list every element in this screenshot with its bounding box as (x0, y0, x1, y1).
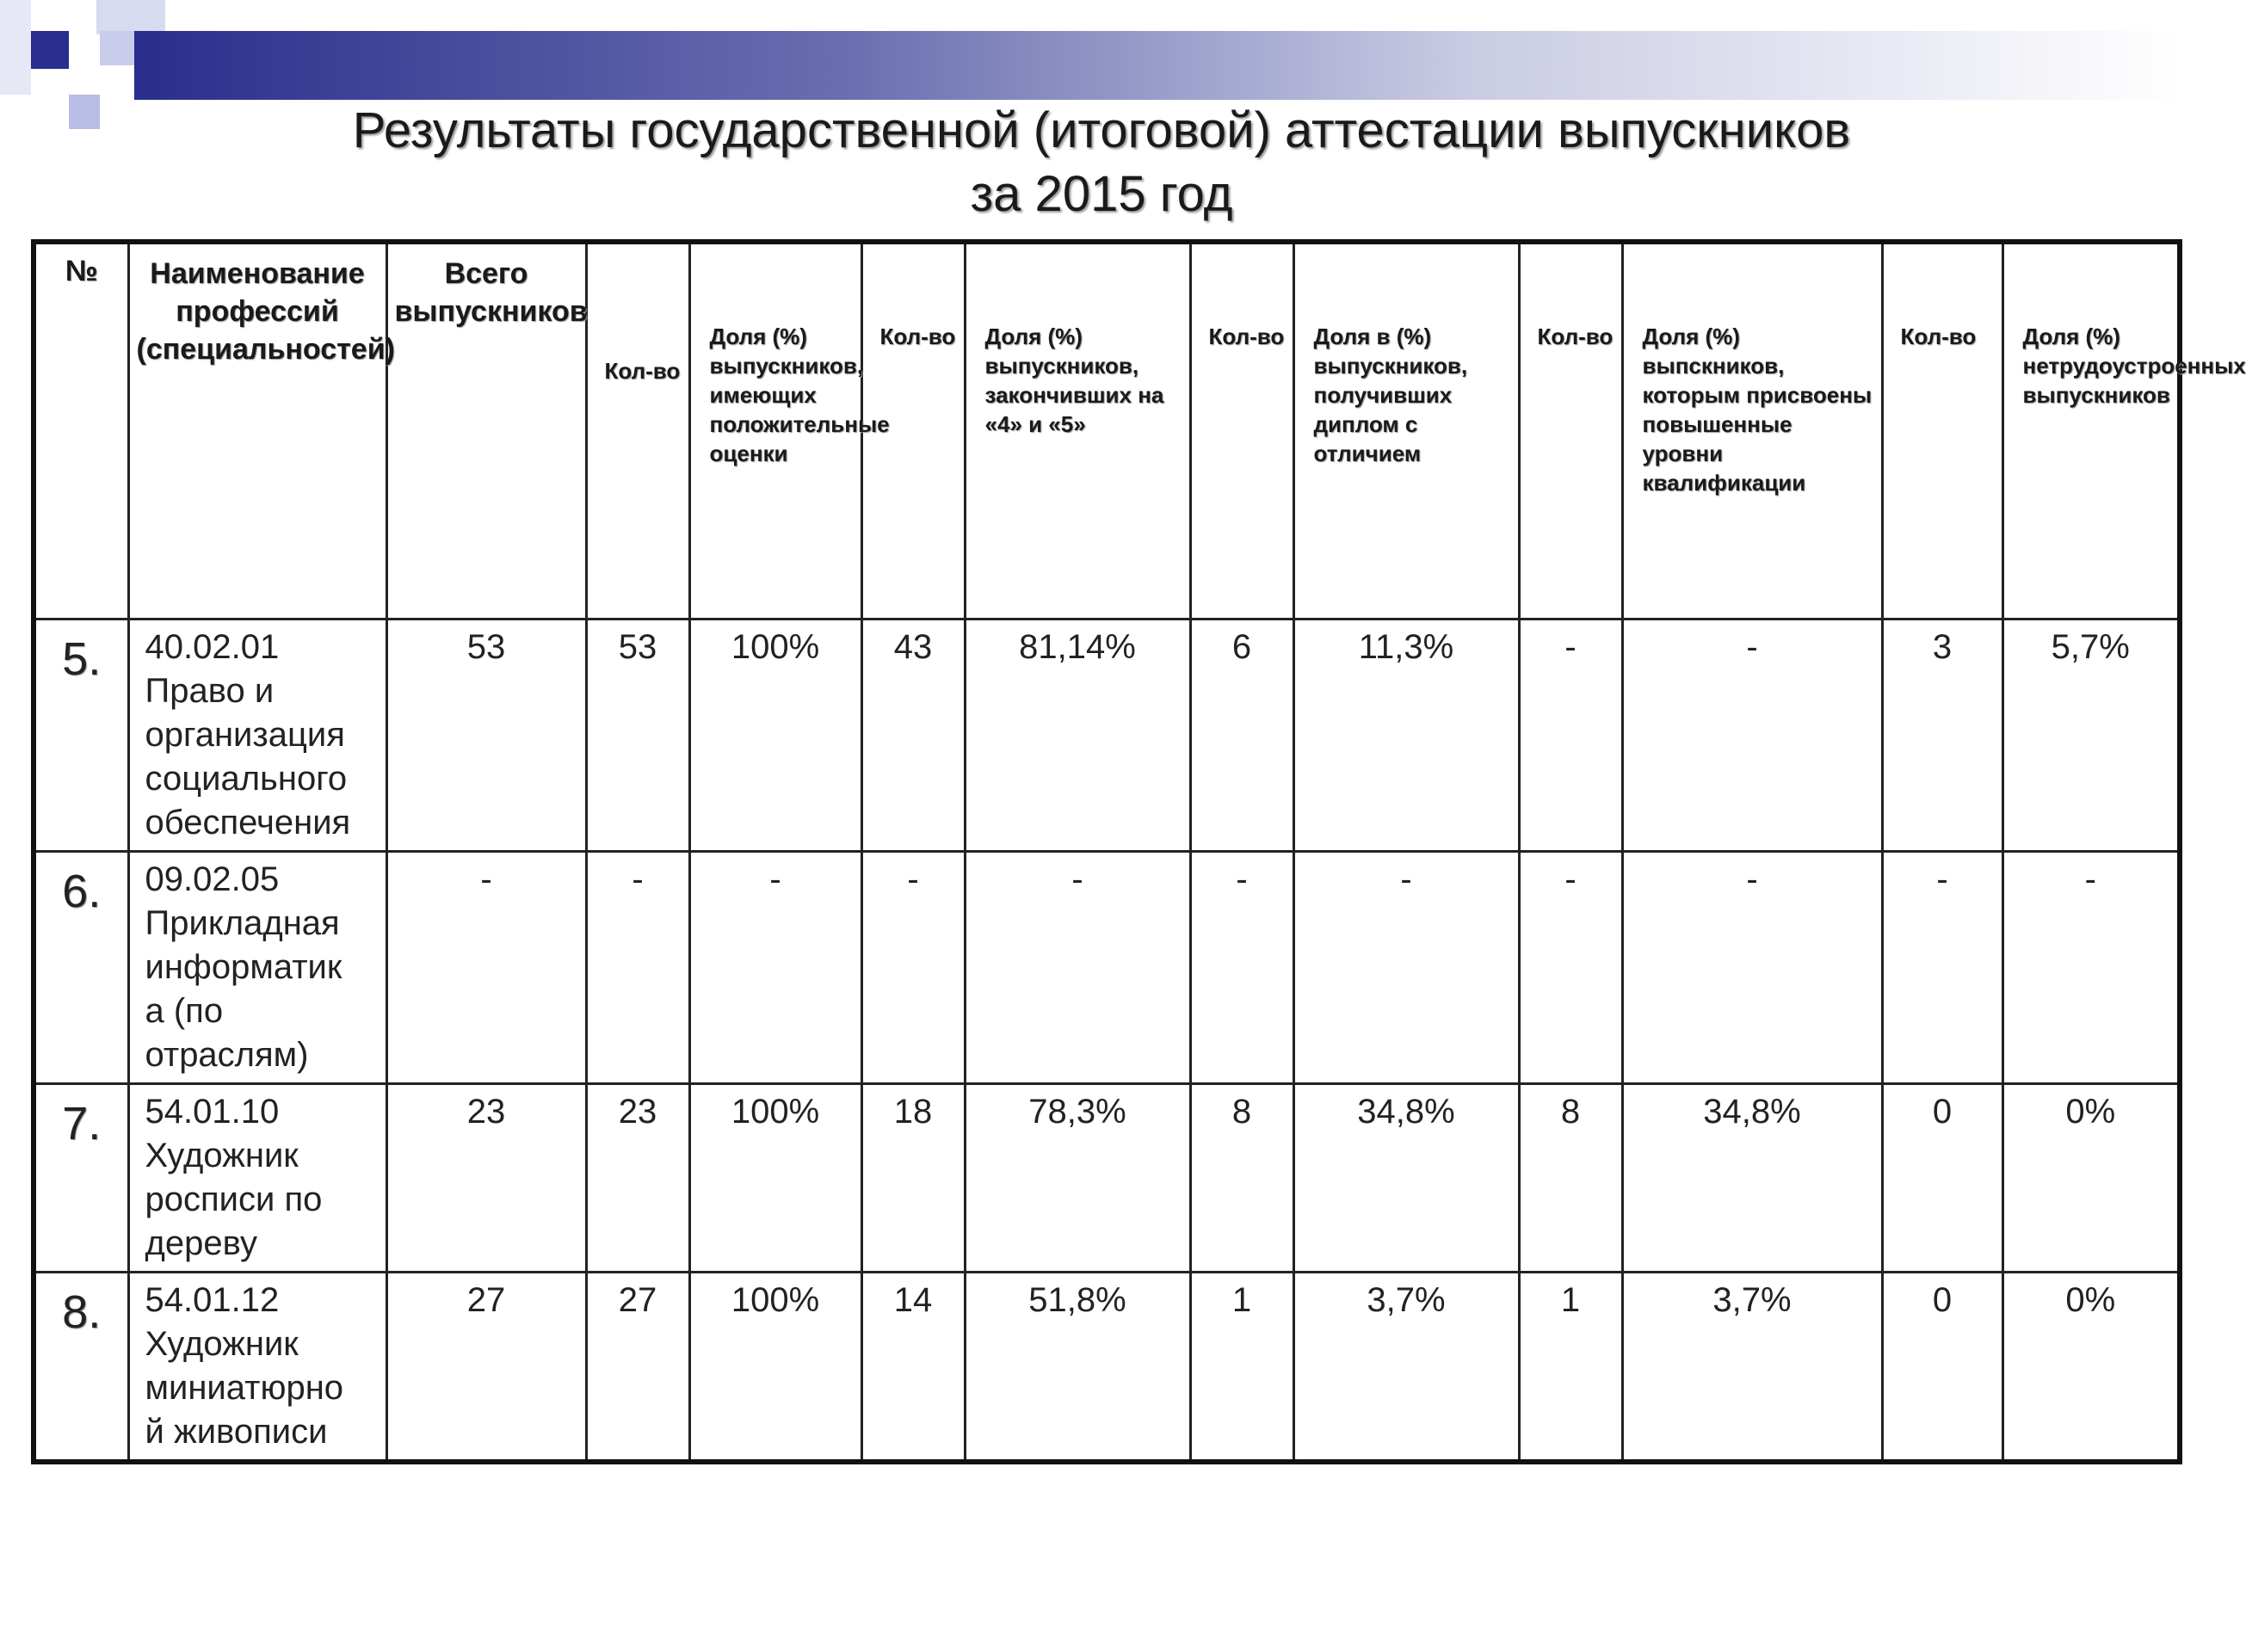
row-name-line: а (по (145, 991, 224, 1030)
cell-share-qualification: - (1622, 619, 1882, 851)
decor-square (96, 0, 165, 34)
row-name (128, 1272, 386, 1462)
cell-kol: 0 (1882, 1083, 2002, 1272)
cell-kol: 23 (586, 1083, 689, 1272)
cell-share-unemployed: 0% (2002, 1083, 2180, 1272)
row-name-line: Художник (145, 1136, 299, 1174)
decor-square (100, 31, 134, 65)
header-total: Всего выпускников (386, 242, 586, 619)
header-share-positive: Доля (%) выпускников, имеющих положительные оценки (689, 242, 861, 619)
row-name-line: информатик (145, 947, 342, 986)
cell-kol: - (861, 851, 965, 1083)
row-name-line: Художник (145, 1324, 299, 1363)
row-name (128, 1083, 386, 1272)
cell-share-honors: 11,3% (1293, 619, 1519, 851)
cell-kol: 3 (1882, 619, 2002, 851)
row-name-line: 54.01.12 (145, 1280, 280, 1319)
cell-kol: - (1190, 851, 1293, 1083)
cell-share-unemployed: 0% (2002, 1272, 2180, 1462)
table-row (34, 851, 2180, 1083)
cell-share-honors: 34,8% (1293, 1083, 1519, 1272)
page-title (0, 99, 2203, 226)
cell-kol: 27 (586, 1272, 689, 1462)
cell-share-positive: 100% (689, 619, 861, 851)
row-num: 5. (34, 619, 128, 851)
cell-share-qualification: - (1622, 851, 1882, 1083)
row-name-line: 09.02.05 (145, 860, 280, 898)
row-num: 7. (34, 1083, 128, 1272)
table-row (34, 619, 2180, 851)
cell-kol: 6 (1190, 619, 1293, 851)
decor-square (31, 31, 69, 69)
cell-kol: 53 (586, 619, 689, 851)
cell-total: 27 (386, 1272, 586, 1462)
title-line-1: Результаты государственной (итоговой) аттестации выпускников (352, 102, 1851, 158)
cell-share-positive: 100% (689, 1083, 861, 1272)
header-row (34, 242, 2180, 619)
cell-share-qualification: 34,8% (1622, 1083, 1882, 1272)
cell-kol: - (1519, 619, 1622, 851)
table-row (34, 1083, 2180, 1272)
cell-share-positive: - (689, 851, 861, 1083)
cell-total: 23 (386, 1083, 586, 1272)
cell-kol: - (1882, 851, 2002, 1083)
cell-kol: 0 (1882, 1272, 2002, 1462)
row-name (128, 619, 386, 851)
header-kol: Кол-во (1519, 242, 1622, 619)
cell-kol: 8 (1519, 1083, 1622, 1272)
cell-share-4-5: 78,3% (965, 1083, 1190, 1272)
header-name: Наименование профессий (специальностей) (128, 242, 386, 619)
row-name-line: Право и (145, 671, 275, 710)
cell-share-positive: 100% (689, 1272, 861, 1462)
header-share-honors: Доля в (%) выпускников, получивших диплом с отличием (1293, 242, 1519, 619)
row-name-line: росписи по (145, 1180, 323, 1218)
cell-kol: - (586, 851, 689, 1083)
header-kol: Кол-во (1190, 242, 1293, 619)
header-share-unemployed: Доля (%) нетрудоустроенных выпускников (2002, 242, 2180, 619)
header-kol: Кол-во (586, 242, 689, 619)
cell-kol: 14 (861, 1272, 965, 1462)
cell-share-4-5: - (965, 851, 1190, 1083)
table-row (34, 1272, 2180, 1462)
header-kol: Кол-во (1882, 242, 2002, 619)
cell-kol: 43 (861, 619, 965, 851)
row-name-line: й живописи (145, 1412, 328, 1451)
row-name (128, 851, 386, 1083)
row-name-line: обеспечения (145, 803, 351, 841)
cell-share-4-5: 51,8% (965, 1272, 1190, 1462)
decor-square (0, 0, 31, 95)
cell-total: - (386, 851, 586, 1083)
cell-share-honors: 3,7% (1293, 1272, 1519, 1462)
cell-share-4-5: 81,14% (965, 619, 1190, 851)
cell-kol: 18 (861, 1083, 965, 1272)
cell-total: 53 (386, 619, 586, 851)
header-kol: Кол-во (861, 242, 965, 619)
row-name-line: миниатюрно (145, 1368, 344, 1407)
row-num: 6. (34, 851, 128, 1083)
row-name-line: организация (145, 715, 345, 754)
row-name-line: социального (145, 759, 348, 798)
row-name-line: Прикладная (145, 903, 340, 942)
header-share-4-5: Доля (%) выпускников, закончивших на «4» и «5» (965, 242, 1190, 619)
row-num: 8. (34, 1272, 128, 1462)
row-name-line: 40.02.01 (145, 627, 280, 666)
cell-kol: 8 (1190, 1083, 1293, 1272)
row-name-line: отраслям) (145, 1035, 309, 1074)
cell-share-qualification: 3,7% (1622, 1272, 1882, 1462)
row-name-line: дереву (145, 1224, 257, 1262)
cell-share-honors: - (1293, 851, 1519, 1083)
header-share-qualification: Доля (%) выпскников, которым присвоены повышенные уровни квалификации (1622, 242, 1882, 619)
cell-kol: 1 (1190, 1272, 1293, 1462)
header-gradient-bar (134, 31, 2182, 100)
results-table (31, 239, 2246, 1464)
cell-kol: 1 (1519, 1272, 1622, 1462)
title-line-2: за 2015 год (970, 166, 1233, 222)
cell-kol: - (1519, 851, 1622, 1083)
row-name-line: 54.01.10 (145, 1092, 280, 1131)
cell-share-unemployed: - (2002, 851, 2180, 1083)
header-num: № (34, 242, 128, 619)
cell-share-unemployed: 5,7% (2002, 619, 2180, 851)
